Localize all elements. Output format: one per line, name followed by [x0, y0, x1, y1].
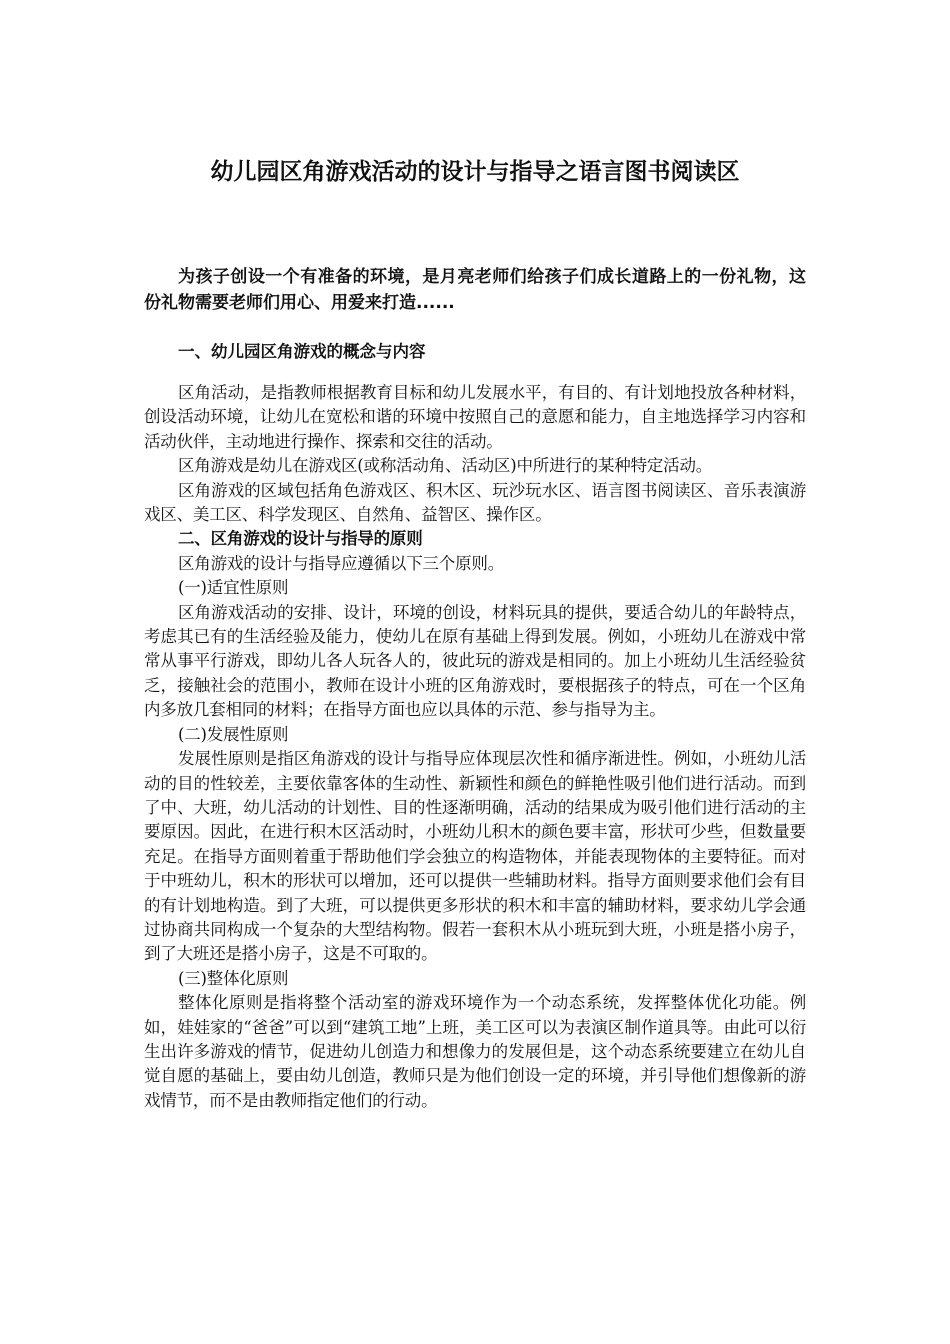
document-title: 幼儿园区角游戏活动的设计与指导之语言图书阅读区	[210, 159, 740, 185]
paragraph-activity: 区角游戏是幼儿在游戏区(或称活动角、活动区)中所进行的某种特定活动。	[178, 456, 713, 476]
subheading-development: (二)发展性原则	[178, 724, 289, 744]
paragraph-definition: 区角活动，是指教师根据教育目标和幼儿发展水平，有目的、有计划地投放各种材料，创设活动环境，让幼儿在宽松和谐的环境中按照自己的意愿和能力，自主地选择学习内容和活动伙伴，主动地进行操作、探索和交往的活动。	[144, 383, 806, 451]
intro-paragraph: 为孩子创设一个有准备的环境，是月亮老师们给孩子们成长道路上的一份礼物，这份礼物需要老师们用心、用爱来打造......	[144, 267, 806, 313]
paragraph-development: 发展性原则是指区角游戏的设计与指导应体现层次性和循序渐进性。例如，小班幼儿活动的目的性较差，主要依靠客体的生动性、新颖性和颜色的鲜艳性吸引他们进行活动。而到了中、大班，幼儿活动的计划性、目的性逐渐明确，活动的结果成为吸引他们进行活动的主要原因。因此，在进行积木区活动时，小班幼儿积木的颜色要丰富，形状可少些，但数量要充足。在指导方面则着重于帮助他们学会独立的构造物体，并能表现物体的主要特征。而对于中班幼儿，积木的形状可以增加，还可以提供一些辅助材料。指导方面则要求他们会有目的有计划地构造。到了大班，可以提供更多形状的积木和丰富的辅助材料，要求幼儿学会通过协商共同构成一个复杂的大型结构物。假若一套积木从小班玩到大班，小班是搭小房子，到了大班还是搭小房子，这是不可取的。	[144, 749, 806, 964]
body-text	[144, 381, 806, 1113]
subheading-integration: (三)整体化原则	[178, 968, 289, 988]
subheading-suitability: (一)适宜性原则	[178, 578, 289, 598]
section-heading-2: 二、区角游戏的设计与指导的原则	[178, 529, 423, 549]
section-heading-1: 一、幼儿园区角游戏的概念与内容	[178, 342, 426, 361]
paragraph-areas: 区角游戏的区域包括角色游戏区、积木区、玩沙玩水区、语言图书阅读区、音乐表演游戏区、美工区、科学发现区、自然角、益智区、操作区。	[144, 480, 806, 525]
paragraph-suitability: 区角游戏活动的安排、设计，环境的创设，材料玩具的提供，要适合幼儿的年龄特点，考虑其已有的生活经验及能力，使幼儿在原有基础上得到发展。例如，小班幼儿在游戏中常常从事平行游戏，即幼儿各人玩各人的，彼此玩的游戏是相同的。加上小班幼儿生活经验贫乏，接触社会的范围小，教师在设计小班的区角游戏时，要根据孩子的特点，可在一个区角内多放几套相同的材料；在指导方面也应以具体的示范、参与指导为主。	[144, 602, 806, 720]
paragraph-integration: 整体化原则是指将整个活动室的游戏环境作为一个动态系统，发挥整体优化功能。例如，娃娃家的“爸爸”可以到“建筑工地”上班，美工区可以为表演区制作道具等。由此可以衍生出许多游戏的情节，促进幼儿创造力和想像力的发展但是，这个动态系统要建立在幼儿自觉自愿的基础上，要由幼儿创造，教师只是为他们创设一定的环境，并引导他们想像新的游戏情节，而不是由教师指定他们的行动。	[144, 993, 806, 1110]
paragraph-principles-intro: 区角游戏的设计与指导应遵循以下三个原则。	[178, 553, 505, 573]
